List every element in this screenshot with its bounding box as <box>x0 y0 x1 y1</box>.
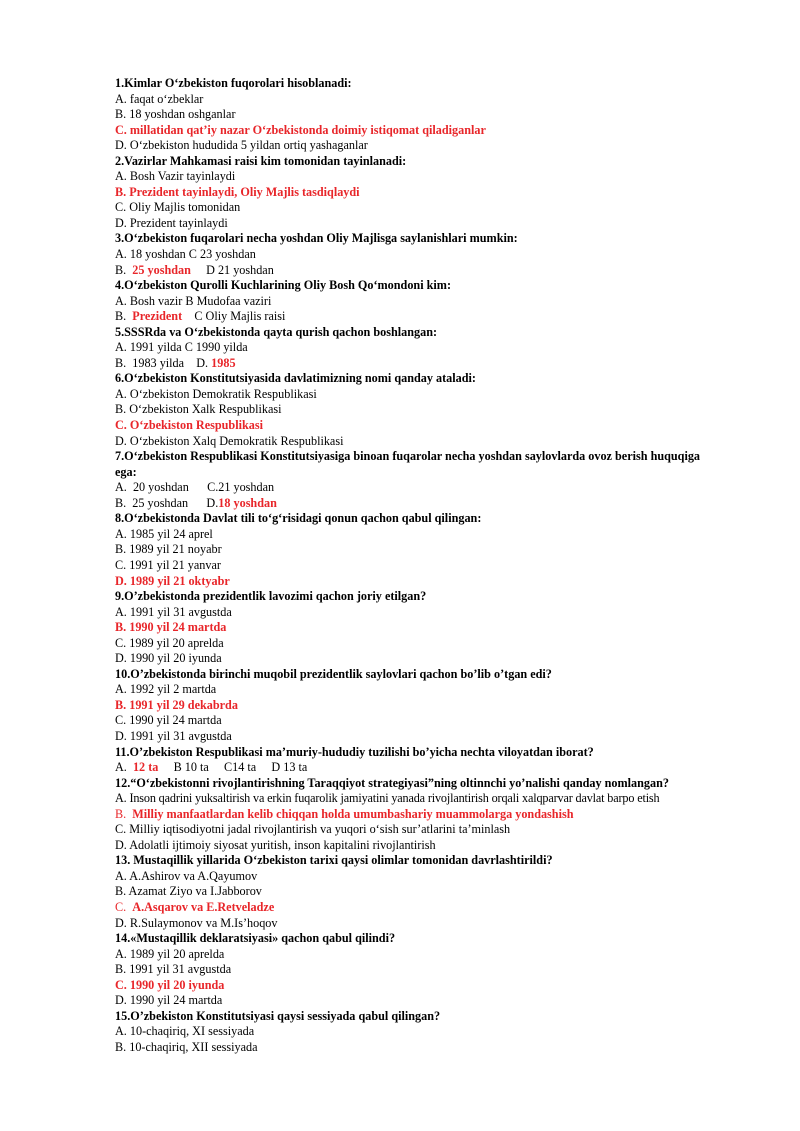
q2-option-b-correct: B. Prezident tayinlaydi, Oliy Majlis tasdiqlaydi <box>115 184 360 199</box>
question-12: 12.“O‘zbekistonni rivojlantirishning Taraqqiyot strategiyasi”ning oltinnchi yo’nalishi qanday nomlangan? <box>115 775 669 790</box>
question-10: 10.O’zbekistonda birinchi muqobil prezidentlik saylovlari qachon bo’lib o’tgan edi? <box>115 666 552 681</box>
q2-option-c: C. Oliy Majlis tomonidan <box>115 200 241 215</box>
question-1: 1.Kimlar O‘zbekiston fuqorolari hisoblanadi: <box>115 76 352 90</box>
q6-option-a: A. O‘zbekiston Demokratik Respublikasi <box>115 386 317 401</box>
q15-option-a: A. 10-chaqiriq, XI sessiyada <box>115 1024 255 1039</box>
q14-option-b: B. 1991 yil 31 avgustda <box>115 962 232 977</box>
q5-options-b-d <box>115 356 785 372</box>
q6-option-d: D. O‘zbekiston Xalq Demokratik Respublikasi <box>115 433 344 448</box>
q10-option-a: A. 1992 yil 2 martda <box>115 682 217 697</box>
q4-option-correct: Prezident <box>132 309 183 324</box>
q2-option-d: D. Prezident tayinlaydi <box>115 215 228 230</box>
question-2: 2.Vazirlar Mahkamasi raisi kim tomonidan tayinlanadi: <box>115 153 407 168</box>
q7-options-b-d <box>115 496 785 512</box>
q14-option-c-correct: C. 1990 yil 20 iyunda <box>115 977 225 992</box>
question-7: 7.O‘zbekiston Respublikasi Konstitutsiyasiga binoan fuqarolar necha yoshdan saylovlarda ovoz berish huquqiga ega: <box>115 449 701 479</box>
question-3: 3.O‘zbekiston fuqarolari necha yoshdan Oliy Majlisga saylanishlari mumkin: <box>115 231 518 246</box>
q5-option-d-correct: 1985 <box>211 355 236 370</box>
question-13: 13. Mustaqillik yillarida O‘zbekiston tarixi qaysi olimlar tomonidan davrlashtirildi? <box>115 853 553 868</box>
q4-options-a-b: A. Bosh vazir B Mudofaa vaziri <box>115 293 272 308</box>
q13-option-d: D. R.Sulaymonov va M.Is’hoqov <box>115 915 278 930</box>
question-11: 11.O’zbekiston Respublikasi ma’muriy-hududiy tuzilishi bo’yicha nechta viloyatdan iborat? <box>115 744 594 759</box>
q12-option-d: D. Adolatli ijtimoiy siyosat yuritish, inson kapitalini rivojlantirish <box>115 837 436 852</box>
q6-option-c-correct: C. O‘zbekiston Respublikasi <box>115 418 263 433</box>
question-8: 8.O‘zbekistonda Davlat tili to‘g‘risidagi qonun qachon qabul qilingan: <box>115 511 482 526</box>
q7-options-a-c: A. 20 yoshdan C.21 yoshdan <box>115 480 275 495</box>
q8-option-c: C. 1991 yil 21 yanvar <box>115 557 221 572</box>
q1-option-b: B. 18 yoshdan oshganlar <box>115 107 236 122</box>
q10-option-b-correct: B. 1991 yil 29 dekabrda <box>115 697 238 712</box>
question-15: 15.O’zbekiston Konstitutsiyasi qaysi sessiyada qabul qilingan? <box>115 1008 441 1023</box>
q3-option-b-correct: 25 yoshdan <box>132 262 191 277</box>
q13-c-prefix: C. <box>115 899 133 914</box>
q1-option-a: A. faqat o‘zbeklar <box>115 91 204 106</box>
q3-b-suffix: D 21 yoshdan <box>190 262 274 277</box>
q3-options-b-d <box>115 263 785 279</box>
q1-option-c-correct: C. millatidan qat’iy nazar O‘zbekistonda doimiy istiqomat qiladiganlar <box>115 122 486 137</box>
q2-option-a: A. Bosh Vazir tayinlaydi <box>115 169 236 184</box>
q12-option-b-correct: Milliy manfaatlardan kelib chiqqan holda umumbashariy muammolarga yondashish <box>132 806 574 821</box>
q4-b-prefix: B. <box>115 309 133 324</box>
q4-b-suffix: C Oliy Majlis raisi <box>182 309 286 324</box>
question-4: 4.O‘zbekiston Qurolli Kuchlarining Oliy Bosh Qo‘mondoni kim: <box>115 278 452 293</box>
q10-option-d: D. 1991 yil 31 avgustda <box>115 728 232 743</box>
q12-option-b-line <box>115 807 785 823</box>
q14-option-a: A. 1989 yil 20 aprelda <box>115 946 225 961</box>
q3-options-a-c: A. 18 yoshdan C 23 yoshdan <box>115 247 256 262</box>
q13-option-c-correct: A.Asqarov va E.Retveladze <box>132 899 275 914</box>
q5-options-a-c: A. 1991 yilda C 1990 yilda <box>115 340 248 355</box>
question-6: 6.O‘zbekiston Konstitutsiyasida davlatimizning nomi qanday ataladi: <box>115 371 476 386</box>
q13-option-c-line <box>115 900 785 916</box>
q15-option-b: B. 10-chaqiriq, XII sessiyada <box>115 1039 258 1054</box>
q9-option-d: D. 1990 yil 20 iyunda <box>115 651 222 666</box>
q5-b-prefix: B. 1983 yilda D. <box>115 355 212 370</box>
question-9: 9.O’zbekistonda prezidentlik lavozimi qachon joriy etilgan? <box>115 589 427 604</box>
q12-option-c: C. Milliy iqtisodiyotni jadal rivojlantirish va yuqori o‘sish sur’atlarini ta’minlash <box>115 822 511 837</box>
question-5: 5.SSSRda va O‘zbekistonda qayta qurish qachon boshlangan: <box>115 324 438 339</box>
q7-b-prefix: B. 25 yoshdan D. <box>115 495 219 510</box>
q10-option-c: C. 1990 yil 24 martda <box>115 713 222 728</box>
q12-option-a: A. Inson qadrini yuksaltirish va erkin fuqarolik jamiyatini yanada rivojlantirish orqali xalqparvar davlat barpo etish <box>115 791 660 806</box>
question-14: 14.«Mustaqillik deklaratsiyasi» qachon qabul qilindi? <box>115 931 396 946</box>
q9-option-b-correct: B. 1990 yil 24 martda <box>115 620 227 635</box>
q11-options <box>115 760 785 776</box>
q9-option-a: A. 1991 yil 31 avgustda <box>115 604 232 619</box>
q8-option-a: A. 1985 yil 24 aprel <box>115 526 213 541</box>
q12-b-prefix: B. <box>115 806 133 821</box>
q13-option-a: A. A.Ashirov va A.Qayumov <box>115 868 258 883</box>
q4-options-b-c <box>115 309 785 325</box>
q14-option-d: D. 1990 yil 24 martda <box>115 993 223 1008</box>
q8-option-d-correct: D. 1989 yil 21 oktyabr <box>115 573 230 588</box>
q1-option-d: D. O‘zbekiston hududida 5 yildan ortiq yashaganlar <box>115 138 368 153</box>
q7-option-d-correct: 18 yoshdan <box>218 495 277 510</box>
q11-a-suffix: B 10 ta C14 ta D 13 ta <box>158 760 308 775</box>
quiz-document <box>115 76 785 1055</box>
q8-option-b: B. 1989 yil 21 noyabr <box>115 542 222 557</box>
q13-option-b: B. Azamat Ziyo va I.Jabborov <box>115 884 262 899</box>
q11-option-a-correct: 12 ta <box>132 760 159 775</box>
q3-b-prefix: B. <box>115 262 133 277</box>
q9-option-c: C. 1989 yil 20 aprelda <box>115 635 224 650</box>
q6-option-b: B. O‘zbekiston Xalk Respublikasi <box>115 402 282 417</box>
q11-a-prefix: A. <box>115 760 133 775</box>
